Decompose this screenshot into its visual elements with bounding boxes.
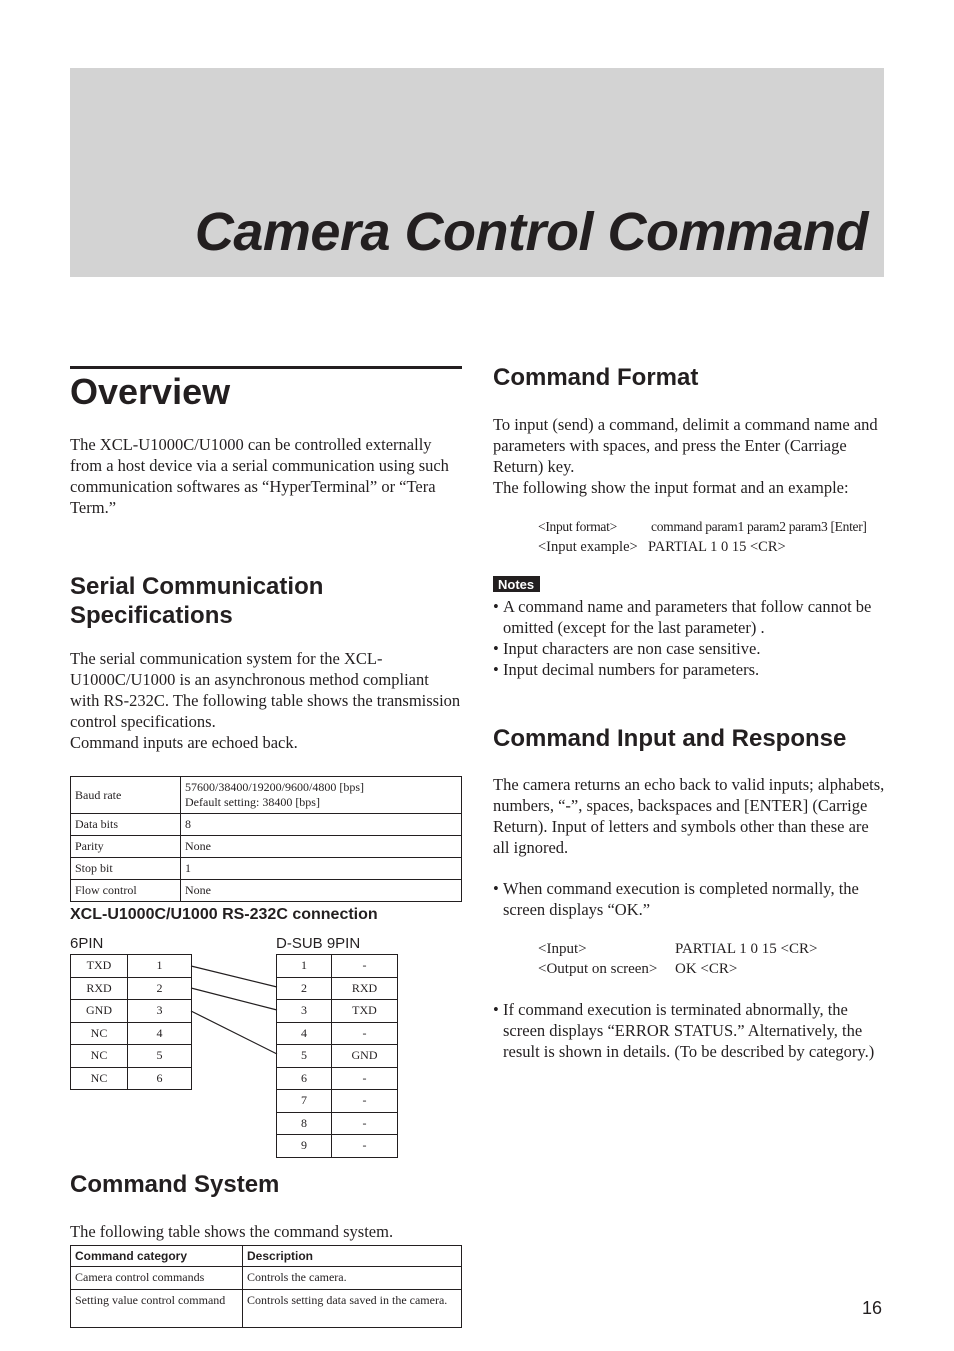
six-pin-table [70,954,192,1090]
spec-value-line: 57600/38400/19200/9600/4800 [bps] [185,780,364,794]
wire-rxd-txd [191,988,277,1010]
pin-signal: - [332,955,398,978]
dsub-table [276,954,398,1158]
input-format-label: <Input format> [538,519,617,534]
spec-label: Parity [71,836,181,858]
notes-list [493,596,885,680]
pin-signal: GND [71,1000,128,1023]
io-input-label: <Input> [538,941,587,957]
command-system-heading: Command System [70,1171,280,1198]
column-header: Description [243,1246,462,1267]
connection-title: XCL-U1000C/U1000 RS-232C connection [70,906,378,923]
pin-signal: GND [332,1045,398,1068]
list-item: • If command execution is terminated abnormally, the screen displays “ERROR STATUS.” Alternatively, the result is shown in details. (To be described by category.) [493,999,885,1062]
pin-signal: TXD [71,955,128,978]
table-row [71,1290,462,1328]
command-io-heading: Command Input and Response [493,725,847,752]
table-row [277,955,398,978]
pin-signal: TXD [332,1000,398,1023]
pin-number: 3 [128,1000,192,1023]
spec-label: Data bits [71,814,181,836]
io-list-1 [493,878,885,920]
table-row [71,1045,192,1068]
command-system-text: The following table shows the command system. [70,1222,394,1241]
io-output-label: <Output on screen> [538,961,658,977]
list-item: • Input decimal numbers for parameters. [493,659,885,680]
table-row [71,955,192,978]
title-banner [70,68,884,277]
pin-number: 8 [277,1112,332,1135]
right-column [493,360,885,1062]
io-list-2 [493,999,885,1062]
pin-number: 1 [277,955,332,978]
table-row [277,1135,398,1158]
pin-number: 2 [128,977,192,1000]
overview-text: The XCL-U1000C/U1000 can be controlled externally from a host device via a serial communication using such communication softwares as “HyperTerminal” or “Tera Term.” [70,435,449,517]
table-row [71,880,462,902]
pin-number: 6 [277,1067,332,1090]
spec-label: Flow control [71,880,181,902]
input-example-value: PARTIAL 1 0 15 <CR> [648,539,786,555]
table-row [71,836,462,858]
spec-table [70,776,462,902]
list-item: • When command execution is completed normally, the screen displays “OK.” [493,878,885,920]
serial-text: The serial communication system for the XCL-U1000C/U1000 is an asynchronous method compliant with RS-232C. The following table shows the transmission control specifications. [70,649,461,731]
pin-signal: - [332,1067,398,1090]
table-row [277,1112,398,1135]
io-example-block [538,939,885,979]
command-system-table [70,1245,462,1328]
wiring-lines [190,955,280,1055]
io-output-line [538,959,885,979]
table-cell: Controls the camera. [243,1267,462,1290]
wire-gnd-gnd [191,1011,277,1054]
overview-heading: Overview [70,371,231,412]
pin-signal: NC [71,1067,128,1090]
notes-block [493,576,885,680]
column-header: Command category [71,1246,243,1267]
command-format-text-2: The following show the input format and an example: [493,478,849,497]
pin-signal: NC [71,1022,128,1045]
list-item: • A command name and parameters that follow cannot be omitted (except for the last parameter) . [493,596,885,638]
left-column [70,366,462,902]
section-rule [70,366,462,369]
pin-number: 4 [128,1022,192,1045]
spec-value: 1 [181,858,462,880]
dsub-label: D-SUB 9PIN [276,935,361,952]
page-number: 16 [861,1298,882,1318]
pin-number: 9 [277,1135,332,1158]
table-cell: Setting value control command [71,1290,243,1328]
serial-text-echo: Command inputs are echoed back. [70,733,298,752]
io-output-value: OK <CR> [675,961,738,977]
pin-signal: - [332,1112,398,1135]
input-format-value: command param1 param2 param3 [Enter] [651,519,867,534]
wire-txd-rxd [191,966,277,987]
pin-number: 4 [277,1022,332,1045]
table-row [71,1022,192,1045]
serial-heading-line2: Specifications [70,602,233,629]
table-header-row [71,1246,462,1267]
io-input-value: PARTIAL 1 0 15 <CR> [675,941,818,957]
table-row [71,814,462,836]
spec-value: None [181,880,462,902]
table-row [277,1067,398,1090]
pin-number: 5 [128,1045,192,1068]
spec-label: Baud rate [71,777,181,814]
serial-heading [70,572,462,630]
pin-signal: - [332,1022,398,1045]
pin-number: 5 [277,1045,332,1068]
pin-number: 6 [128,1067,192,1090]
table-row [277,1045,398,1068]
serial-heading-line1: Serial Communication [70,573,324,600]
table-row [71,858,462,880]
spec-value-line: Default setting: 38400 [bps] [185,795,320,809]
pin-signal: RXD [332,977,398,1000]
table-row [277,1022,398,1045]
page-title: Camera Control Command [194,202,868,262]
table-cell: Camera control commands [71,1267,243,1290]
io-input-line [538,939,885,959]
pin-number: 2 [277,977,332,1000]
pin-signal: RXD [71,977,128,1000]
pin-number: 1 [128,955,192,978]
pin-signal: - [332,1135,398,1158]
list-item: • Input characters are non case sensitive. [493,638,885,659]
table-row [71,1067,192,1090]
spec-value: None [181,836,462,858]
table-row [71,977,192,1000]
table-row [71,777,462,814]
spec-value [181,777,462,814]
table-row [277,1000,398,1023]
pin-signal: NC [71,1045,128,1068]
format-example-block [538,517,885,557]
table-cell: Controls setting data saved in the camera. [243,1290,462,1328]
notes-badge: Notes [493,576,540,592]
input-format-line [538,517,885,537]
pin-signal: - [332,1090,398,1113]
input-example-line [538,537,885,557]
command-format-heading: Command Format [493,364,699,391]
table-row [277,1090,398,1113]
table-row [71,1000,192,1023]
command-io-text: The camera returns an echo back to valid inputs; alphabets, numbers, “-”, spaces, backspaces and [ENTER] (Carrige Return). Input of letters and symbols other than these are all ignored. [493,775,885,857]
six-pin-label: 6PIN [70,935,104,952]
table-row [71,1267,462,1290]
spec-value: 8 [181,814,462,836]
pin-number: 3 [277,1000,332,1023]
spec-label: Stop bit [71,858,181,880]
input-example-label: <Input example> [538,539,638,555]
command-format-text: To input (send) a command, delimit a command name and parameters with spaces, and press the Enter (Carriage Return) key. [493,415,878,476]
table-row [277,977,398,1000]
pin-number: 7 [277,1090,332,1113]
